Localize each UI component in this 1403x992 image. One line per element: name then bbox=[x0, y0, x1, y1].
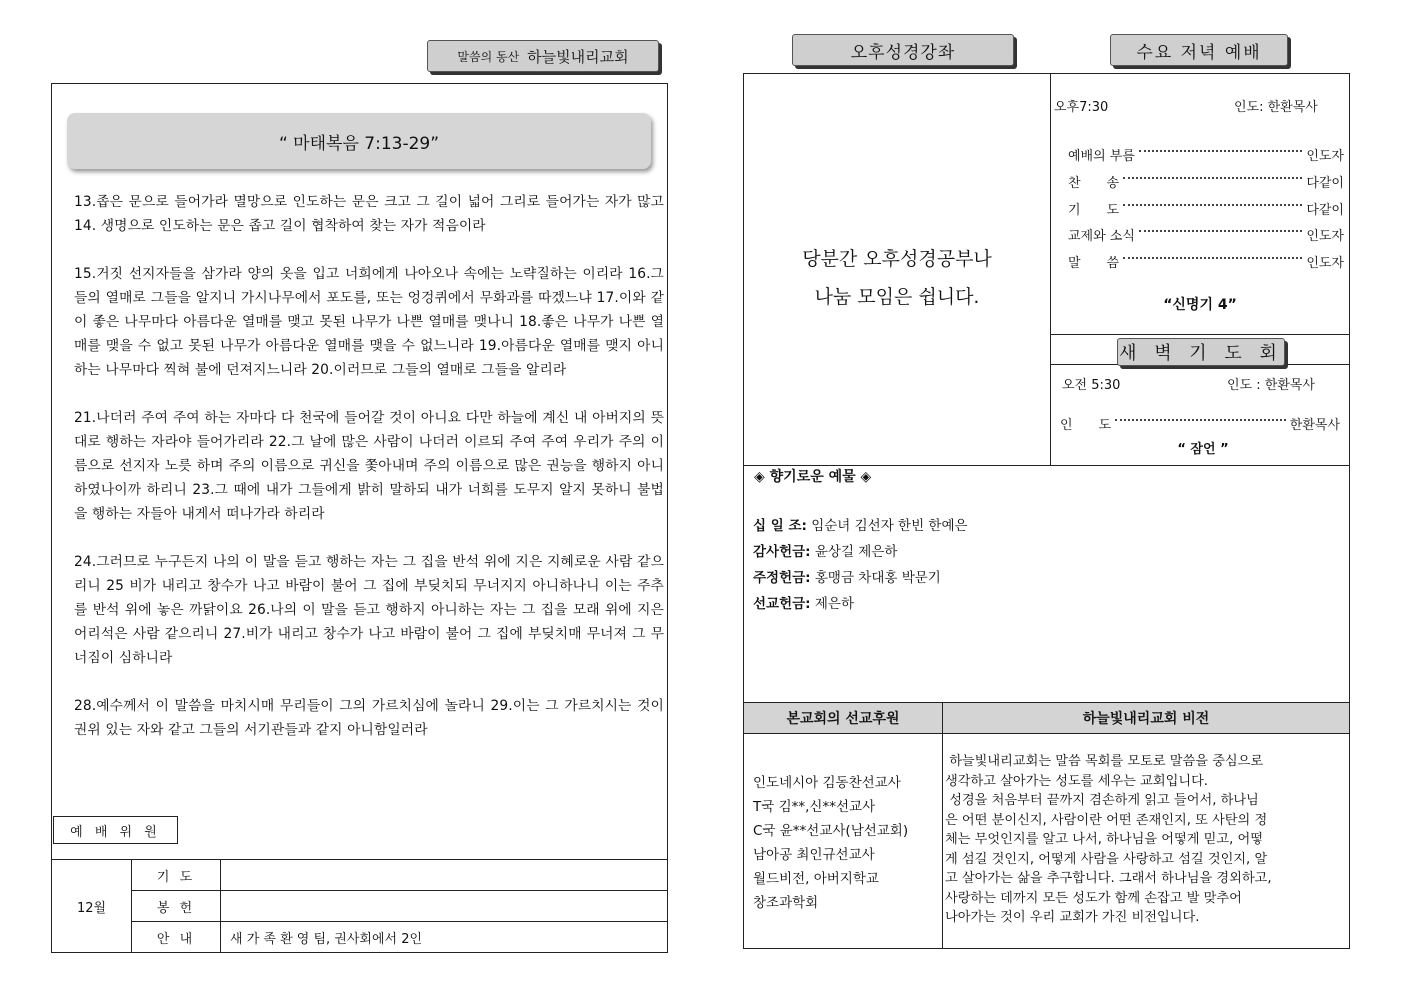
vision-line: 나아가는 것이 우리 교회가 가진 비전입니다. bbox=[945, 910, 1200, 925]
vision-line: 은 어떤 분이신지, 사람이란 어떤 존재인지, 또 사탄의 정 bbox=[945, 812, 1268, 828]
church-tagline: 말씀의 동산 bbox=[457, 49, 520, 64]
order-label: 기 도 bbox=[1068, 202, 1120, 218]
verse-paragraph: 15.거짓 선지자들을 삼가라 양의 옷을 입고 너희에게 나아오나 속에는 노략질하는 이리라 16.그들의 열매로 그들을 알지니 가시나무에서 포도를, 또는 엉겅퀴에서 무화과를 따겠느냐 17.이와 같이 좋은 나무마다 아름다운 열매를 맺고 못된 나무가 나쁜 열매를 맺나니 18.좋은 나무가 나쁜 열매를 맺을 수 없고 못된 나무가 아름다운 열매를 맺을 수 없느니라 19.아름다운 열매를 맺지 아니하는 나무마다 찍혀 불에 던져지느니라 20.이러므로 그들의 열매로 그들을 알리라 bbox=[74, 266, 664, 378]
vision-line: 체는 무엇인지를 알고 나서, 하나님을 어떻게 믿고, 어떻 bbox=[945, 832, 1263, 847]
vision-line: 고 살아가는 삶을 추구합니다. 그래서 하나님을 경외하고, bbox=[945, 871, 1272, 886]
dawn-order-item bbox=[1060, 414, 1340, 432]
list-item: T국 김**,신**선교사 bbox=[753, 799, 876, 815]
role-cell: 안 내 bbox=[156, 931, 196, 947]
verse-paragraph: 21.나더러 주여 주여 하는 자마다 다 천국에 들어갈 것이 아니요 다만 하늘에 계신 내 아버지의 뜻대로 행하는 자라야 들어가리라 22.그 날에 많은 사람이 나더러 이르되 주여 주여 우리가 주의 이름으로 선지자 노릇 하며 주의 이름으로 귀신을 쫓아내며 주의 이름으로 많은 권능을 행하지 아니하였나이까 하리니 23.그 때에 내가 그들에게 밝히 말하되 내가 너희를 도무지 알지 못하니 불법을 행하는 자들아 내게서 떠나가라 하리라 bbox=[74, 410, 664, 522]
church-name: 하늘빛내리교회 bbox=[527, 47, 629, 66]
order-label: 인 도 bbox=[1060, 417, 1112, 433]
list-item: 남아공 최인규선교사 bbox=[753, 847, 875, 863]
order-item bbox=[1068, 145, 1344, 163]
order-who: 인도자 bbox=[1306, 228, 1344, 244]
order-who: 다같이 bbox=[1306, 175, 1344, 191]
dotted-leader bbox=[1115, 419, 1286, 421]
order-who: 인도자 bbox=[1306, 255, 1344, 271]
order-item bbox=[1068, 199, 1344, 217]
dotted-leader bbox=[1123, 177, 1302, 179]
afternoon-class-tab: 오후성경강좌 bbox=[792, 34, 1014, 66]
offering-names: 제은하 bbox=[814, 596, 854, 612]
scripture-title: “ 마태복음 7:13-29” bbox=[67, 113, 651, 169]
vision-line: 게 섬길 것인지, 어떻게 사람을 사랑하고 섬길 것인지, 알 bbox=[945, 851, 1268, 867]
order-item bbox=[1068, 225, 1344, 243]
value-cell bbox=[230, 860, 660, 890]
order-label: 찬 송 bbox=[1068, 175, 1120, 191]
section-divider bbox=[1050, 334, 1350, 335]
offering-names: 윤상길 제은하 bbox=[814, 544, 898, 560]
offering-label: 십 일 조: bbox=[753, 518, 807, 534]
vision-line: 하늘빛내리교회는 말씀 목회를 모토로 말씀을 중심으로 bbox=[945, 754, 1264, 769]
order-who: 한환목사 bbox=[1289, 417, 1340, 433]
notice-line: 당분간 오후성경공부나 bbox=[802, 248, 992, 270]
missions-list bbox=[753, 771, 908, 915]
list-item: 월드비전, 아버지학교 bbox=[753, 871, 879, 887]
value-cell: 새 가 족 환 영 팀, 권사회에서 2인 bbox=[230, 931, 423, 947]
worship-committee-label: 예 배 위 원 bbox=[53, 816, 178, 844]
offering-names: 임순녀 김선자 한빈 한예은 bbox=[811, 518, 968, 534]
offering-row bbox=[753, 592, 854, 612]
vision-line: 사랑하는 데까지 모든 성도가 함께 손잡고 발 맞추어 bbox=[945, 890, 1242, 906]
dotted-leader bbox=[1123, 204, 1302, 206]
church-name-tab bbox=[427, 40, 659, 72]
value-cell bbox=[230, 891, 660, 921]
wednesday-time: 오후7:30 bbox=[1054, 100, 1109, 115]
offering-label: 선교헌금: bbox=[753, 596, 811, 612]
order-label: 말 씀 bbox=[1068, 255, 1120, 271]
vision-line: 생각하고 살아가는 성도를 세우는 교회입니다. bbox=[945, 773, 1209, 789]
offering-row bbox=[753, 514, 968, 534]
column-divider bbox=[1050, 73, 1051, 466]
order-who: 인도자 bbox=[1306, 148, 1344, 164]
dawn-prayer-tab: 새 벽 기 도 회 bbox=[1117, 338, 1285, 366]
column-divider bbox=[942, 702, 943, 949]
verse-paragraph: 24.그러므로 누구든지 나의 이 말을 듣고 행하는 자는 그 집을 반석 위에 지은 지혜로운 사람 같으리니 25 비가 내리고 창수가 나고 바람이 불어 그 집에 부딪치되 무너지지 아니하나니 이는 주추를 반석 위에 놓은 까닭이요 26.나의 이 말을 듣고 행하지 아니하는 자는 그 집을 모래 위에 지은 어리석은 사람 같으리니 27.비가 내리고 창수가 나고 바람이 불어 그 집에 부딪치매 무너져 그 무너짐이 심하니라 bbox=[74, 554, 664, 666]
vision-line: 성경을 처음부터 끝까지 겸손하게 읽고 들어서, 하나님 bbox=[945, 793, 1259, 808]
dawn-leader: 인도 : 한환목사 bbox=[1227, 378, 1315, 393]
role-cell: 기 도 bbox=[156, 869, 196, 885]
order-who: 다같이 bbox=[1306, 202, 1344, 218]
table-divider bbox=[220, 859, 221, 953]
order-item bbox=[1068, 252, 1344, 270]
section-divider bbox=[743, 733, 1350, 734]
offering-row bbox=[753, 566, 941, 586]
scripture-body bbox=[74, 190, 664, 766]
dotted-leader bbox=[1123, 257, 1302, 259]
wednesday-service-tab: 수요 저녁 예배 bbox=[1110, 34, 1288, 66]
order-label: 예배의 부름 bbox=[1068, 148, 1135, 164]
notice-line: 나눔 모임은 쉽니다. bbox=[814, 286, 980, 308]
offering-label: 감사헌금: bbox=[753, 544, 811, 560]
verse-paragraph: 13.좁은 문으로 들어가라 멸망으로 인도하는 문은 크고 그 길이 넓어 그리로 들어가는 자가 많고 14. 생명으로 인도하는 문은 좁고 길이 협착하여 찾는 자가 적음이라 bbox=[74, 194, 664, 234]
dawn-time: 오전 5:30 bbox=[1062, 378, 1121, 393]
order-label: 교제와 소식 bbox=[1068, 228, 1135, 244]
afternoon-notice bbox=[744, 240, 1050, 316]
list-item: 인도네시아 김동찬선교사 bbox=[753, 775, 901, 791]
verse-paragraph: 28.예수께서 이 말씀을 마치시매 무리들이 그의 가르치심에 놀라니 29.이는 그 가르치시는 것이 권위 있는 자와 같고 그들의 서기관들과 같지 아니함일러라 bbox=[74, 698, 664, 738]
offering-label: 주정헌금: bbox=[753, 570, 811, 586]
month-cell: 12월 bbox=[76, 900, 107, 916]
vision-body bbox=[945, 752, 1347, 928]
offering-names: 홍맹금 차대홍 박문기 bbox=[814, 570, 941, 586]
list-item: 창조과학회 bbox=[753, 895, 819, 911]
missions-header: 본교회의 선교후원 bbox=[744, 703, 942, 733]
vision-header: 하늘빛내리교회 비전 bbox=[943, 703, 1349, 733]
wednesday-sermon: “신명기 4” bbox=[1163, 297, 1237, 313]
dawn-sermon: “ 잠언 ” bbox=[1177, 442, 1229, 457]
dotted-leader bbox=[1139, 230, 1302, 232]
role-cell: 봉 헌 bbox=[156, 900, 196, 916]
order-item bbox=[1068, 172, 1344, 190]
offering-title: ◈ 향기로운 예물 ◈ bbox=[754, 469, 872, 485]
dotted-leader bbox=[1139, 150, 1302, 152]
offering-row bbox=[753, 540, 897, 560]
wednesday-leader: 인도: 한환목사 bbox=[1234, 100, 1318, 115]
list-item: C국 윤**선교사(남선교회) bbox=[753, 823, 909, 839]
